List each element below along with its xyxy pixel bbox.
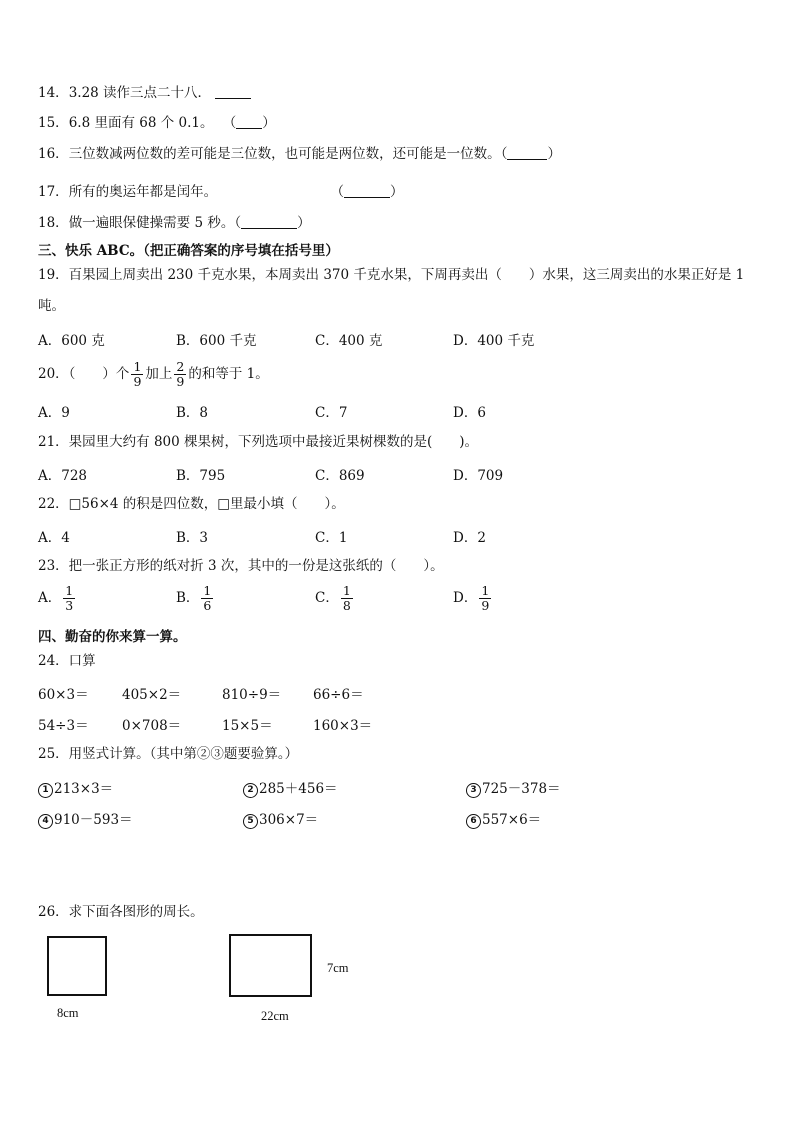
calc-expression: 557×6＝ [482,812,542,828]
question-middle: 加上 [145,366,173,382]
mental-calc-item: 0×708＝ [122,718,182,734]
question-21: 21．果园里大约有 800 棵果树，下列选项中最接近果树棵数的是( )。 [38,434,479,450]
mental-calc-item: 405×2＝ [122,687,182,703]
question-17 [38,183,403,201]
mental-calc-item: 60×3＝ [38,687,89,703]
option-label: B． [176,590,200,606]
column-calc-item [38,777,113,798]
mental-calc-item: 15×5＝ [222,718,273,734]
option-c[interactable]: C．400 克 [315,333,383,349]
answer-blank[interactable] [241,214,297,229]
numerator: 1 [481,583,490,598]
column-calc-item [466,808,541,829]
circled-number: 1 [38,783,53,798]
fraction [63,584,75,613]
question-text: 所有的奥运年都是闰年。 [68,184,218,200]
column-calc-item [466,777,561,798]
option-b[interactable]: B．8 [176,405,209,421]
paren-close: ） [297,215,311,231]
question-number: 15． [38,115,69,131]
fraction-one-ninth [131,360,143,389]
question-14 [38,84,251,102]
calc-expression: 306×7＝ [259,812,319,828]
fraction [201,584,213,613]
column-calc-item [243,777,338,798]
paren-open: （ [234,215,242,231]
question-number: 17． [38,184,69,200]
mental-calc-item: 810÷9＝ [222,687,282,703]
calc-expression: 725－378＝ [482,781,561,797]
question-text: 3.28 读作三点二十八． [68,85,212,101]
option-b[interactable]: B．795 [176,468,226,484]
fraction-two-ninths [174,360,186,389]
question-19-line1: 19．百果园上周卖出 230 千克水果，本周卖出 370 千克水果，下周再卖出（ ）水果，这三周卖出的水果正好是 1 [38,267,745,283]
paren-close: ） [389,184,404,200]
circled-number: 5 [243,814,258,829]
numerator: 1 [65,583,74,598]
question-23: 23．把一张正方形的纸对折 3 次，其中的一份是这张纸的（ ）。 [38,558,444,574]
option-d[interactable]: D．6 [453,405,486,421]
column-calc-item [243,808,318,829]
option-b[interactable]: B．3 [176,530,209,546]
option-c[interactable]: C．7 [315,405,348,421]
question-prefix: 20．（ ）个 [38,366,130,382]
calc-expression: 285＋456＝ [259,781,338,797]
paren-open: （ [337,184,344,200]
option-a[interactable]: A．9 [38,405,70,421]
option-label: A． [38,590,62,606]
numerator: 1 [342,583,351,598]
paren-open: （ [229,115,237,131]
question-22: 22．□56×4 的积是四位数，□里最小填（ ）。 [38,496,345,512]
option-c[interactable]: C．1 [315,530,348,546]
question-19-line2: 吨。 [38,298,65,314]
question-24-title: 24．口算 [38,653,96,669]
answer-blank[interactable] [344,183,390,198]
option-a[interactable]: A．728 [38,468,88,484]
circled-number: 4 [38,814,53,829]
circled-number: 6 [466,814,481,829]
paren-close: ） [262,115,276,131]
rectangle-height-label: 7cm [327,961,349,975]
option-a[interactable] [38,584,77,613]
rectangle-width-label: 22cm [261,1009,289,1023]
mental-calc-item: 66÷6＝ [313,687,364,703]
question-text: 三位数减两位数的差可能是三位数，也可能是两位数，还可能是一位数。 [68,146,501,162]
option-c[interactable]: C．869 [315,468,365,484]
section-heading-4: 四、勤奋的你来算一算。 [38,629,187,645]
option-a[interactable]: A．600 克 [38,333,105,349]
calc-expression: 910－593＝ [54,812,133,828]
question-number: 16． [38,146,69,162]
option-b[interactable]: B．600 千克 [176,333,257,349]
question-18 [38,214,311,232]
question-suffix: 的和等于 1。 [188,366,269,382]
fraction [479,584,491,613]
mental-calc-item: 54÷3＝ [38,718,89,734]
mental-calc-item: 160×3＝ [313,718,373,734]
question-15 [38,114,276,132]
column-calc-item [38,808,133,829]
option-d[interactable]: D．2 [453,530,486,546]
section-heading-3: 三、快乐 ABC。（把正确答案的序号填在括号里） [38,243,339,259]
circled-number: 2 [243,783,258,798]
question-number: 14． [38,85,69,101]
denominator: 9 [176,374,185,389]
denominator: 9 [481,598,490,613]
question-number: 18． [38,215,69,231]
question-text: 6.8 里面有 68 个 0.1。 [68,115,214,131]
denominator: 6 [203,598,212,613]
option-d[interactable]: D．400 千克 [453,333,535,349]
rectangle-figure [229,934,312,997]
question-16 [38,145,561,163]
question-25-title: 25．用竖式计算。（其中第②③题要验算。） [38,746,299,762]
option-d[interactable]: D．709 [453,468,504,484]
circled-number: 3 [466,783,481,798]
option-label: D． [453,590,478,606]
option-label: C． [315,590,339,606]
answer-blank[interactable] [236,114,262,129]
option-d[interactable] [453,584,493,613]
question-text: 做一遍眼保健操需要 5 秒。 [68,215,235,231]
paren-open: （ [500,146,508,162]
denominator: 9 [133,374,142,389]
paren-close: ） [547,146,561,162]
numerator: 1 [203,583,212,598]
option-c[interactable] [315,584,355,613]
square-figure [47,936,107,996]
denominator: 8 [342,598,351,613]
question-20 [38,357,269,391]
numerator: 1 [133,359,142,374]
answer-blank[interactable] [215,84,251,99]
square-side-label: 8cm [57,1006,79,1020]
fraction [341,584,353,613]
option-b[interactable] [176,584,215,613]
answer-blank[interactable] [507,145,547,160]
calc-expression: 213×3＝ [54,781,114,797]
question-26-title: 26．求下面各图形的周长。 [38,904,204,920]
option-a[interactable]: A．4 [38,530,70,546]
denominator: 3 [65,598,74,613]
numerator: 2 [176,359,185,374]
